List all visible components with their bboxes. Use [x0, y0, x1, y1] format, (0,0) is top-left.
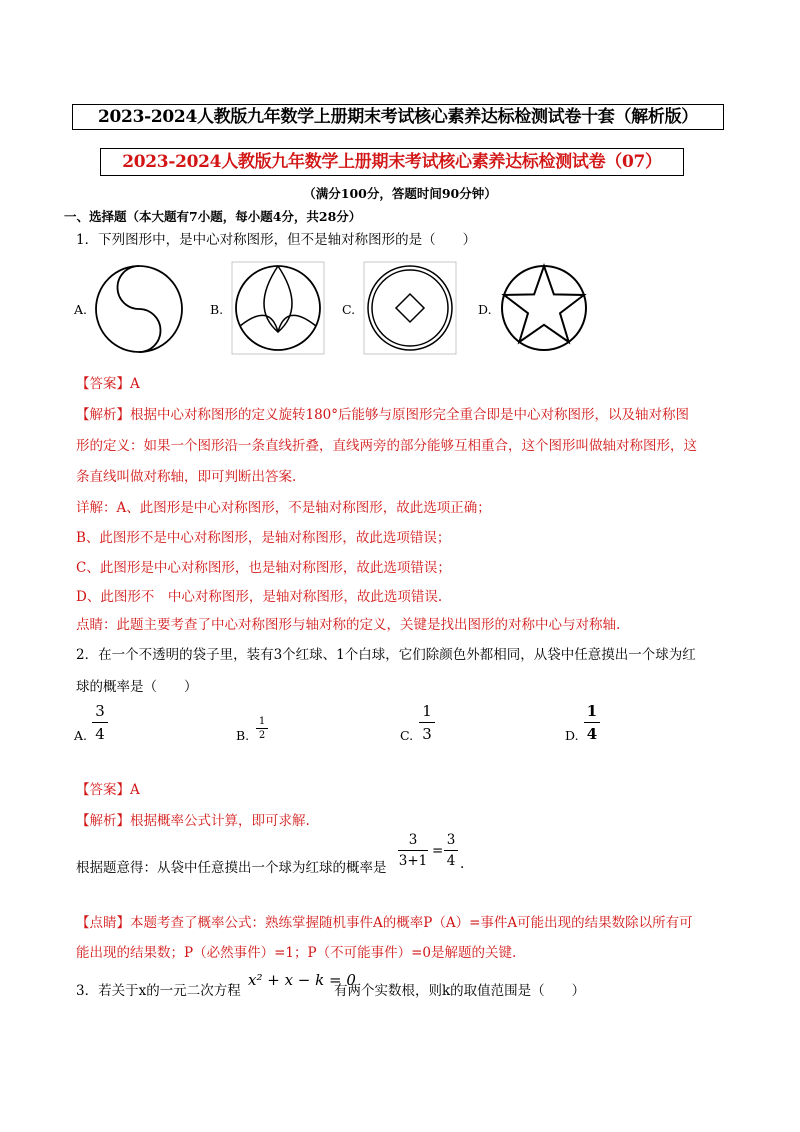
q2-solve-text: 根据题意得：从袋中任意摸出一个球为红球的概率是: [76, 860, 387, 876]
q2-option-d-label: D.: [565, 728, 579, 743]
q2-solve-fraction-1: 3 3+1: [398, 832, 428, 869]
q1-detail-d: D、此图形不 中心对称图形，是轴对称图形，故此选项错误.: [76, 589, 443, 605]
q3-stem-post: 有两个实数根，则k的取值范围是（ ）: [334, 983, 586, 999]
q2-option-d-fraction: 1 4: [584, 702, 600, 743]
q1-detail-a: 详解：A、此图形是中心对称图形，不是轴对称图形，故此选项正确；: [76, 500, 491, 516]
q2-comment-line-2: 能出现的结果数；P（必然事件）=1；P（不可能事件）=0是解题的关键.: [76, 945, 517, 961]
q2-option-b-label: B.: [236, 728, 250, 743]
yin-yang-figure: [94, 264, 184, 354]
q2-solve-equals: =: [432, 843, 444, 859]
q2-answer: 【答案】A: [76, 782, 140, 798]
q1-analysis-line-2: 形的定义：如果一个图形沿一条直线折叠，直线两旁的部分能够互相重合，这个图形叫做轴对称图形，这: [76, 438, 697, 454]
q1-option-b-label: B.: [210, 302, 224, 317]
q1-option-d-label: D.: [478, 302, 492, 317]
q1-stem: 1．下列图形中，是中心对称图形，但不是轴对称图形的是（ ）: [76, 232, 477, 248]
q2-option-c-label: C.: [400, 728, 414, 743]
q2-option-a-fraction: 3 4: [92, 702, 108, 743]
q1-detail-b: B、此图形不是中心对称图形，是轴对称图形，故此选项错误；: [76, 530, 451, 546]
q3-equation: x² + x − k = 0: [248, 971, 356, 989]
three-petal-figure: [230, 260, 326, 356]
q1-analysis-line-3: 条直线叫做对称轴，即可判断出答案.: [76, 469, 297, 485]
q1-answer: 【答案】A: [76, 376, 140, 392]
q1-option-c-label: C.: [342, 302, 356, 317]
q2-option-a-label: A.: [74, 728, 88, 743]
star-in-circle-figure: [498, 262, 590, 354]
q1-comment: 点睛：此题主要考查了中心对称图形与轴对称的定义，关键是找出图形的对称中心与对称轴.: [76, 617, 621, 633]
q2-option-b-fraction: 1 2: [256, 716, 268, 741]
score-note: （满分100分，答题时间90分钟）: [303, 186, 497, 201]
q2-comment-line-1: 【点睛】本题考查了概率公式：熟练掌握随机事件A的概率P（A）=事件A可能出现的结果数除以所有可: [76, 915, 693, 931]
main-title: 2023-2024人教版九年数学上册期末考试核心素养达标检测试卷十套（解析版）: [72, 104, 724, 130]
coin-figure: [362, 260, 458, 356]
q1-option-a-label: A.: [74, 302, 88, 317]
section-title: 一、选择题（本大题有7小题，每小题4分，共28分）: [64, 209, 362, 224]
q2-option-c-fraction: 1 3: [419, 702, 435, 743]
q2-stem-line-1: 2．在一个不透明的袋子里，装有3个红球、1个白球，它们除颜色外都相同，从袋中任意摸出一个球为红: [76, 647, 696, 663]
q2-solve-end: .: [460, 856, 465, 872]
q1-analysis-line-1: 【解析】根据中心对称图形的定义旋转180°后能够与原图形完全重合即是中心对称图形，以及轴对称图: [76, 407, 690, 423]
q3-stem-pre: 3．若关于x的一元二次方程: [76, 983, 241, 999]
sub-title: 2023-2024人教版九年数学上册期末考试核心素养达标检测试卷（07）: [100, 148, 684, 176]
q2-analysis: 【解析】根据概率公式计算，即可求解.: [76, 813, 310, 829]
q1-detail-c: C、此图形是中心对称图形，也是轴对称图形，故此选项错误；: [76, 560, 451, 576]
q2-stem-line-2: 球的概率是（ ）: [76, 679, 198, 695]
q2-solve-fraction-2: 3 4: [444, 832, 458, 869]
